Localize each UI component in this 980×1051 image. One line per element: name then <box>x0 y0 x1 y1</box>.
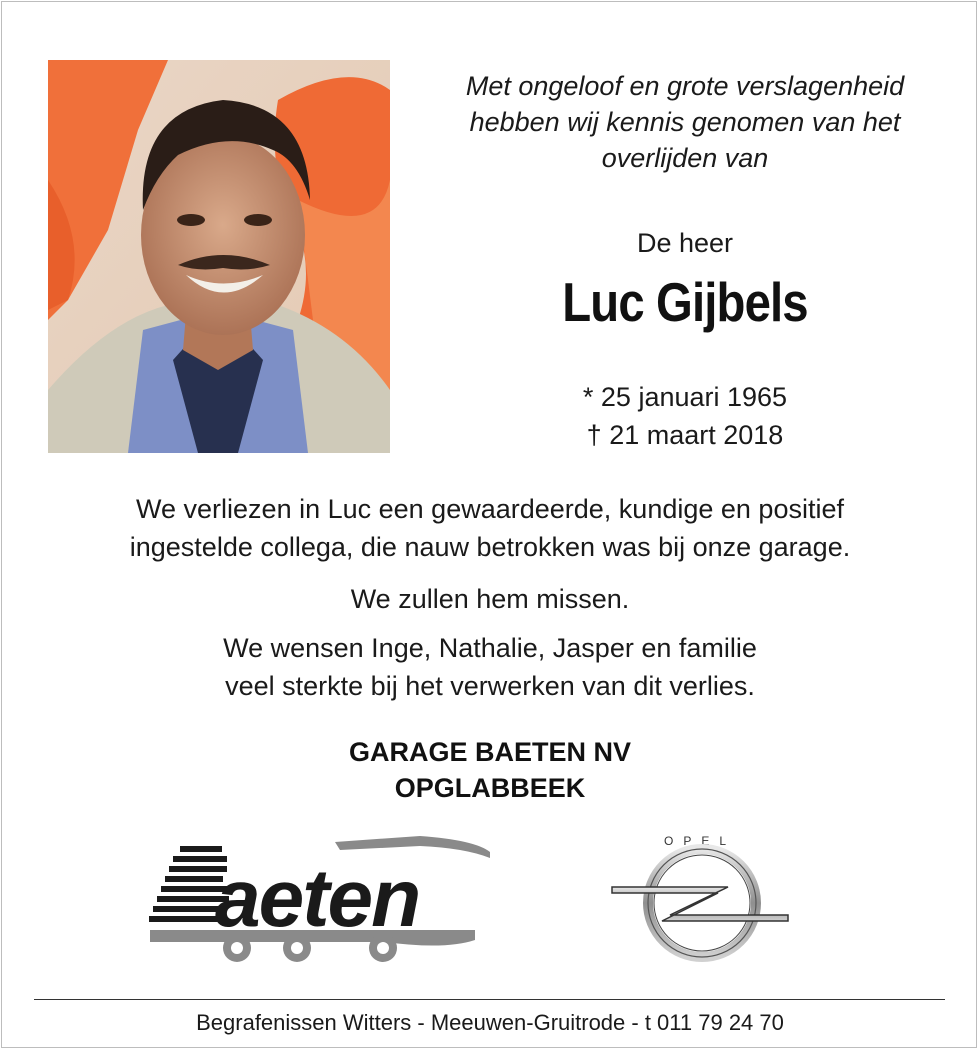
life-dates <box>405 378 965 454</box>
message-paragraph-1 <box>0 490 980 566</box>
svg-text:OPEL: OPEL <box>663 834 737 848</box>
opel-logo <box>610 803 790 983</box>
footer-divider <box>34 999 945 1000</box>
company-block <box>0 734 980 806</box>
company-city: OPGLABBEEK <box>394 773 586 803</box>
message-line: ingestelde collega, die nauw betrokken was bij onze garage. <box>129 532 851 562</box>
footer-text: Begrafenissen Witters - Meeuwen-Gruitrode - t 011 79 24 70 <box>196 1010 784 1035</box>
intro-line: overlijden van <box>601 143 769 173</box>
message-line: We verliezen in Luc een gewaardeerde, kundige en positief <box>136 494 844 524</box>
intro-line: Met ongeloof en grote verslagenheid <box>465 71 905 101</box>
intro-text <box>405 68 965 176</box>
message-line: veel sterkte bij het verwerken van dit verlies. <box>225 671 755 701</box>
intro-line: hebben wij kennis genomen van het <box>469 107 901 137</box>
message-line: We wensen Inge, Nathalie, Jasper en familie <box>223 633 757 663</box>
baeten-logo <box>145 830 495 970</box>
death-date: † 21 maart 2018 <box>586 420 784 450</box>
deceased-name: Luc Gijbels <box>562 271 808 333</box>
message-paragraph-2 <box>0 580 980 618</box>
message-line: We zullen hem missen. <box>350 584 630 614</box>
baeten-logo-text: aeten <box>215 853 420 944</box>
company-name: GARAGE BAETEN NV <box>348 737 632 767</box>
message-paragraph-3 <box>0 629 980 705</box>
birth-date: * 25 januari 1965 <box>582 382 788 412</box>
portrait-photo <box>48 60 390 453</box>
honorific: De heer <box>636 228 734 258</box>
